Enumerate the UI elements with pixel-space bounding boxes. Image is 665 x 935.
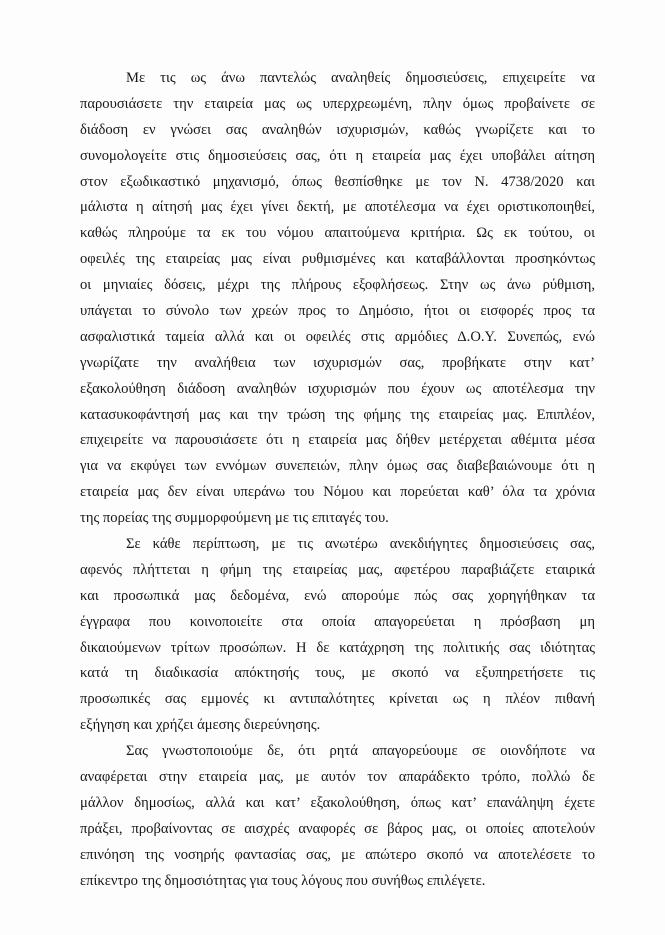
text-line: αφενός πλήττεται η φήμη της εταιρείας μας, αφετέρου παραβιάζετε εταιρικά xyxy=(80,561,595,578)
text-line: αναφέρεται στην εταιρεία μας, με αυτόν τον απαράδεκτο τρόπο, πολλώ δε xyxy=(80,769,595,786)
text-line: οι μηνιαίες δόσεις, μέχρι της πλήρους εξοφλήσεως. Στην ως άνω ρύθμιση, xyxy=(80,277,595,294)
text-line: Σας γνωστοποιούμε δε, ότι ρητά απαγορεύουμε σε οιονδήποτε να xyxy=(126,743,595,760)
paragraph-3 xyxy=(80,739,595,894)
text-line: κατά τη διαδικασία απόκτησής τους, με σκοπό να εξυπηρετήσετε τις xyxy=(80,665,595,682)
text-line: μάλλον δημοσίως, αλλά και κατ’ εξακολούθηση, όπως κατ’ επανάληψη έχετε xyxy=(80,794,595,811)
paragraph-2 xyxy=(80,532,595,739)
paragraph-1 xyxy=(80,66,595,532)
text-line: επινόηση της νοσηρής φαντασίας σας, με απώτερο σκοπό να αποτελέσετε το xyxy=(80,846,595,863)
text-line: δικαιούμενων τρίτων προσώπων. Η δε κατάχρηση της πολιτικής σας ιδιότητας xyxy=(80,639,595,656)
text-line: για να εκφύγει των εννόμων συνεπειών, πλην όμως σας διαβεβαιώνουμε ότι η xyxy=(80,458,595,475)
text-line: οφειλές της εταιρείας μας είναι ρυθμισμένες και καταβάλλονται προσηκόντως xyxy=(80,251,595,268)
text-line: εξήγηση και χρήζει άμεσης διερεύνησης. xyxy=(80,717,321,734)
text-line: καθώς πληρούμε τα εκ του νόμου απαιτούμενα κριτήρια. Ως εκ τούτου, οι xyxy=(80,225,595,242)
text-line: εταιρεία μας δεν είναι υπεράνω του Νόμου και πορεύεται καθ’ όλα τα χρόνια xyxy=(80,484,595,501)
text-line: προσωπικές σας εμμονές κι αντιπαλότητες κρίνεται ως η πλέον πιθανή xyxy=(80,691,595,708)
text-line: επίκεντρο της δημοσιότητας για τους λόγους που συνήθως επιλέγετε. xyxy=(80,872,486,889)
text-line: παρουσιάσετε την εταιρεία μας ως υπερχρεωμένη, πλην όμως προβαίνετε σε xyxy=(80,95,595,112)
text-line: εξακολούθηση διάδοση αναληθών ισχυρισμών που έχουν ως αποτέλεσμα την xyxy=(80,380,595,397)
text-line: Με τις ως άνω παντελώς αναληθείς δημοσιεύσεις, επιχειρείτε να xyxy=(126,70,595,86)
letter-body xyxy=(80,66,595,895)
text-line: έγγραφα που κοινοποιείτε στα οποία απαγορεύεται η πρόσβαση μη xyxy=(80,613,595,630)
text-line: στον εξωδικαστικό μηχανισμό, όπως θεσπίσθηκε με τον Ν. 4738/2020 και xyxy=(80,173,595,190)
text-line: γνωρίζατε την αναλήθεια των ισχυρισμών σας, προβήκατε στην κατ’ xyxy=(80,354,595,371)
text-line: συνομολογείτε στις δημοσιεύσεις σας, ότι η εταιρεία μας έχει υποβάλει αίτηση xyxy=(80,147,595,164)
text-line: της πορείας της συμμορφούμενη με τις επιταγές του. xyxy=(80,510,389,527)
text-line: διάδοση εν γνώσει σας αναληθών ισχυρισμών, καθώς γνωρίζετε και το xyxy=(80,121,595,138)
text-line: μάλιστα η αίτησή μας έχει γίνει δεκτή, με αποτέλεσμα να έχει οριστικοποιηθεί, xyxy=(80,199,595,216)
text-line: κατασυκοφάντησή μας και την τρώση της φήμης της εταιρείας μας. Επιπλέον, xyxy=(80,406,595,423)
text-line: υπάγεται το σύνολο των χρεών προς το Δημόσιο, ήτοι οι εισφορές προς τα xyxy=(80,303,595,320)
text-line: επιχειρείτε να παρουσιάσετε ότι η εταιρεία μας δήθεν μετέρχεται αθέμιτα μέσα xyxy=(80,432,595,449)
text-line: και προσωπικά μας δεδομένα, ενώ απορούμε πώς σας χορηγήθηκαν τα xyxy=(80,587,595,604)
text-line: πράξει, προβαίνοντας σε αισχρές αναφορές σε βάρος μας, οι οποίες αποτελούν xyxy=(80,820,595,837)
text-line: Σε κάθε περίπτωση, με τις ανωτέρω ανεκδιήγητες δημοσιεύσεις σας, xyxy=(126,536,595,553)
text-line: ασφαλιστικά ταμεία αλλά και οι οφειλές στις αρμόδιες Δ.Ο.Υ. Συνεπώς, ενώ xyxy=(80,328,595,345)
